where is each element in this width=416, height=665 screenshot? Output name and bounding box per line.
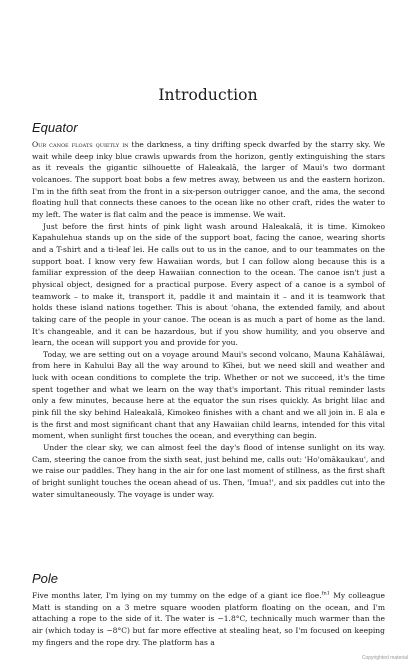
paragraph: Under the clear sky, we can almost feel the day's flood of intense sunlight on its way. Cam, steering the canoe from the sixth seat, just behind me, calls out: 'Ho'omākaukau', and we raise our paddles. They hang in the air for one last moment of stillness, as the first shaft of bright sunlight touches the ocean ahead of us. Then, 'Imua!', and six paddles cut into the water simultaneously. The voyage is under way. <box>32 443 385 499</box>
copyright-watermark: Copyrighted material <box>361 655 408 661</box>
paragraph <box>32 139 385 221</box>
paragraph <box>32 590 385 648</box>
paragraph-lead: Our canoe floats quietly in <box>32 140 129 149</box>
section-body-pole <box>32 590 385 648</box>
section-body-equator <box>32 139 385 500</box>
paragraph: Just before the first hints of pink light wash around Haleakalā, it is time. Kimokeo Kapahulehua stands up on the side of the support boat, facing the canoe, wearing shorts and a T-shirt and a ti-leaf lei. He calls out to us in the canoe, and to our teammates on the support boat. I know very few Hawaiian words, but I can follow along because this is a familiar expression of the deep Hawaiian connection to the ocean. The canoe isn't just a physical object, designed for a practical purpose. Every aspect of a canoe is a symbol of teamwork – to make it, transport it, paddle it and maintain it – and it is teamwork that holds these island nations together. This is about 'ohana, the extended family, and about taking care of the people in your canoe. The ocean is as much a part of home as the land. It's changeable, and it can be hazardous, but if you show humility, and you observe and learn, the ocean will support you and provide for you. <box>32 221 385 348</box>
footnote-marker[interactable]: fn1 <box>321 590 330 597</box>
paragraph-text: the darkness, a tiny drifting speck dwarfed by the starry sky. We wait while deep inky blue crawls upwards from the horizon, gently extinguishing the stars as it reveals the gigantic silhouette of Haleakalā, the larger of Maui's two dormant volcanoes. The support boat bobs a few metres away, between us and the eastern horizon. I'm in the fifth seat from the front in a six-person outrigger canoe, and the ama, the second floating hull that connects these canoes to the ocean like no other craft, rides the water to my left. The water is flat calm and the peace is immense. We wait. <box>32 140 386 219</box>
paragraph-text: Five months later, I'm lying on my tummy on the edge of a giant ice floe. <box>32 591 322 600</box>
paragraph-text: My colleague Matt is standing on a 3 metre square wooden platform floating on the ocean, and I'm attaching a rope to the side of it. The water is −1.8°C, technically much warmer than the air (which today is −8°C) but far more effective at stealing heat, so I'm focused on keeping my fingers and the rope dry. The platform has a <box>32 591 385 647</box>
paragraph: Today, we are setting out on a voyage around Maui's second volcano, Mauna Kahālāwai, from here in Kahului Bay all the way around to Kīhei, but we need skill and weather and luck with ocean conditions to complete the trip. Whether or not we succeed, it's the time spent together and what we learn on the way that's important. This ritual reminder lasts only a few minutes, because here at the equator the sun rises quickly. As bright lilac and pink fill the sky behind Haleakalā, Kimokeo finishes with a chant and we all join in. E ala e is the first and most significant chant that any Hawaiian child learns, intended for this vital moment, when sunlight first touches the ocean, and everything can begin. <box>32 349 385 441</box>
chapter-title: Introduction <box>158 86 258 104</box>
section-heading-equator: Equator <box>32 120 78 135</box>
section-heading-pole: Pole <box>32 571 59 586</box>
